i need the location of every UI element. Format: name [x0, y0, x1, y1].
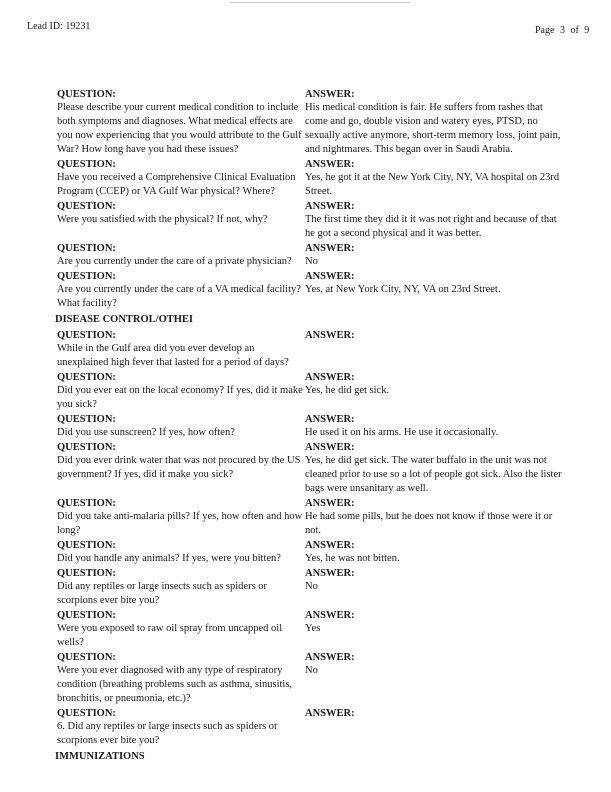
question-text: Have you received a Comprehensive Clinical Evaluation Program (CCEP) or VA Gulf War physical? Where?: [57, 172, 296, 197]
answer-label: ANSWER:: [305, 414, 355, 425]
answer-block: [303, 89, 565, 157]
question-block: [55, 442, 303, 482]
answer-label: ANSWER:: [305, 610, 355, 621]
question-block: [55, 330, 303, 370]
answer-label: ANSWER:: [305, 159, 355, 170]
question-text: Please describe your current medical condition to include both symptoms and diagnoses. What medical effects are you now experiencing that you would attribute to the Gulf War? How long have you had these issues?: [57, 102, 302, 155]
answer-label: ANSWER:: [305, 498, 355, 509]
answer-block: [303, 330, 565, 342]
question-block: [55, 89, 303, 157]
qa-row: [55, 201, 575, 241]
question-text: Did you take anti-malaria pills? If yes, how often and how long?: [57, 511, 303, 536]
qa-row: [55, 568, 575, 608]
question-text: Were you exposed to raw oil spray from uncapped oil wells?: [57, 623, 283, 648]
question-text: Did you ever drink water that was not procured by the US government? If yes, did it make you sick?: [57, 455, 301, 480]
answer-block: [303, 243, 565, 269]
question-block: [55, 708, 303, 748]
question-block: [55, 610, 303, 650]
question-text: Did any reptiles or large insects such as spiders or scorpions ever bite you?: [57, 581, 268, 606]
answer-text: Yes, he did get sick. The water buffalo in the unit was not cleaned prior to use so a lot of people got sick. Also the lister bags were unsanitary as well.: [305, 455, 562, 494]
answer-label: ANSWER:: [305, 243, 355, 254]
question-text: 6. Did any reptiles or large insects such as spiders or scorpions ever bite you?: [57, 721, 278, 746]
answer-text: The first time they did it it was not right and because of that he got a second physical and it was better.: [305, 214, 557, 239]
answer-block: [303, 540, 565, 566]
answer-label: ANSWER:: [305, 372, 355, 383]
qa-row: [55, 414, 575, 440]
answer-block: [303, 708, 565, 720]
answer-text: No: [305, 256, 318, 267]
question-block: [55, 243, 303, 269]
qa-row: [55, 271, 575, 311]
answer-text: Yes, at New York City, NY, VA on 23rd Street.: [305, 284, 501, 295]
question-label: QUESTION:: [57, 201, 116, 212]
answer-block: [303, 414, 565, 440]
answer-text: Yes, he got it at the New York City, NY, VA hospital on 23rd Street.: [305, 172, 560, 197]
question-block: [55, 271, 303, 311]
question-label: QUESTION:: [57, 372, 116, 383]
question-label: QUESTION:: [57, 540, 116, 551]
question-text: Did you ever eat on the local economy? If yes, did it make you sick?: [57, 385, 303, 410]
answer-text: No: [305, 665, 318, 676]
qa-row: [55, 610, 575, 650]
page-number: Page 3 of 9: [535, 25, 590, 36]
answer-text: His medical condition is fair. He suffers from rashes that come and go, double vision and watery eyes, PTSD, no sexually active anymore, short-term memory loss, joint pain, and nightmares. This began over in Saudi Arabia.: [305, 102, 561, 155]
qa-row: [55, 330, 575, 370]
question-text: Are you currently under the care of a private physician?: [57, 256, 292, 267]
answer-text: He used it on his arms. He use it occasionally.: [305, 427, 499, 438]
answer-label: ANSWER:: [305, 652, 355, 663]
lead-id: Lead ID: 19231: [27, 21, 91, 32]
question-block: [55, 498, 303, 538]
question-block: [55, 159, 303, 199]
question-label: QUESTION:: [57, 498, 116, 509]
question-block: [55, 540, 303, 566]
question-label: QUESTION:: [57, 271, 116, 282]
answer-text: He had some pills, but he does not know if those were it or not.: [305, 511, 553, 536]
answer-text: Yes, he was not bitten.: [305, 553, 400, 564]
qa-row: [55, 498, 575, 538]
question-text: Were you satisfied with the physical? If not, why?: [57, 214, 268, 225]
question-label: QUESTION:: [57, 708, 116, 719]
answer-label: ANSWER:: [305, 540, 355, 551]
qa-row: [55, 243, 575, 269]
answer-block: [303, 201, 565, 241]
scan-artifact-line: [230, 2, 410, 3]
question-label: QUESTION:: [57, 568, 116, 579]
question-text: Did you handle any animals? If yes, were you bitten?: [57, 553, 281, 564]
qa-row: [55, 372, 575, 412]
answer-label: ANSWER:: [305, 568, 355, 579]
question-block: [55, 414, 303, 440]
question-text: While in the Gulf area did you ever develop an unexplained high fever that lasted for a period of days?: [57, 343, 289, 368]
answer-block: [303, 442, 565, 496]
question-text: Are you currently under the care of a VA medical facility? What facility?: [57, 284, 301, 309]
answer-block: [303, 652, 565, 678]
question-block: [55, 372, 303, 412]
qa-row: [55, 159, 575, 199]
question-label: QUESTION:: [57, 442, 116, 453]
section-heading-immunizations: IMMUNIZATIONS: [55, 751, 145, 762]
qa-row: [55, 540, 575, 566]
question-label: QUESTION:: [57, 414, 116, 425]
question-label: QUESTION:: [57, 159, 116, 170]
answer-label: ANSWER:: [305, 442, 355, 453]
question-label: QUESTION:: [57, 330, 116, 341]
answer-label: ANSWER:: [305, 201, 355, 212]
answer-block: [303, 610, 565, 636]
answer-text: Yes: [305, 623, 321, 634]
answer-label: ANSWER:: [305, 330, 355, 341]
question-label: QUESTION:: [57, 243, 116, 254]
question-block: [55, 201, 303, 227]
answer-block: [303, 568, 565, 594]
qa-row: [55, 442, 575, 496]
question-text: Were you ever diagnosed with any type of respiratory condition (breathing problems such as asthma, sinusitis, bronchitis, or pneumonia, etc.)?: [57, 665, 293, 704]
answer-block: [303, 271, 565, 297]
question-answer-list: [55, 89, 575, 767]
answer-text: No: [305, 581, 318, 592]
question-block: [55, 568, 303, 608]
answer-block: [303, 498, 565, 538]
answer-text: Yes, he did get sick.: [305, 385, 390, 396]
question-text: Did you use sunscreen? If yes, how often?: [57, 427, 235, 438]
qa-row: [55, 708, 575, 748]
qa-row: [55, 89, 575, 157]
section-heading-disease-control: DISEASE CONTROL/OTHEI: [55, 314, 193, 325]
question-label: QUESTION:: [57, 89, 116, 100]
question-label: QUESTION:: [57, 652, 116, 663]
answer-label: ANSWER:: [305, 89, 355, 100]
question-label: QUESTION:: [57, 610, 116, 621]
answer-label: ANSWER:: [305, 271, 355, 282]
question-block: [55, 652, 303, 706]
qa-row: [55, 652, 575, 706]
answer-label: ANSWER:: [305, 708, 355, 719]
answer-block: [303, 372, 565, 398]
answer-block: [303, 159, 565, 199]
